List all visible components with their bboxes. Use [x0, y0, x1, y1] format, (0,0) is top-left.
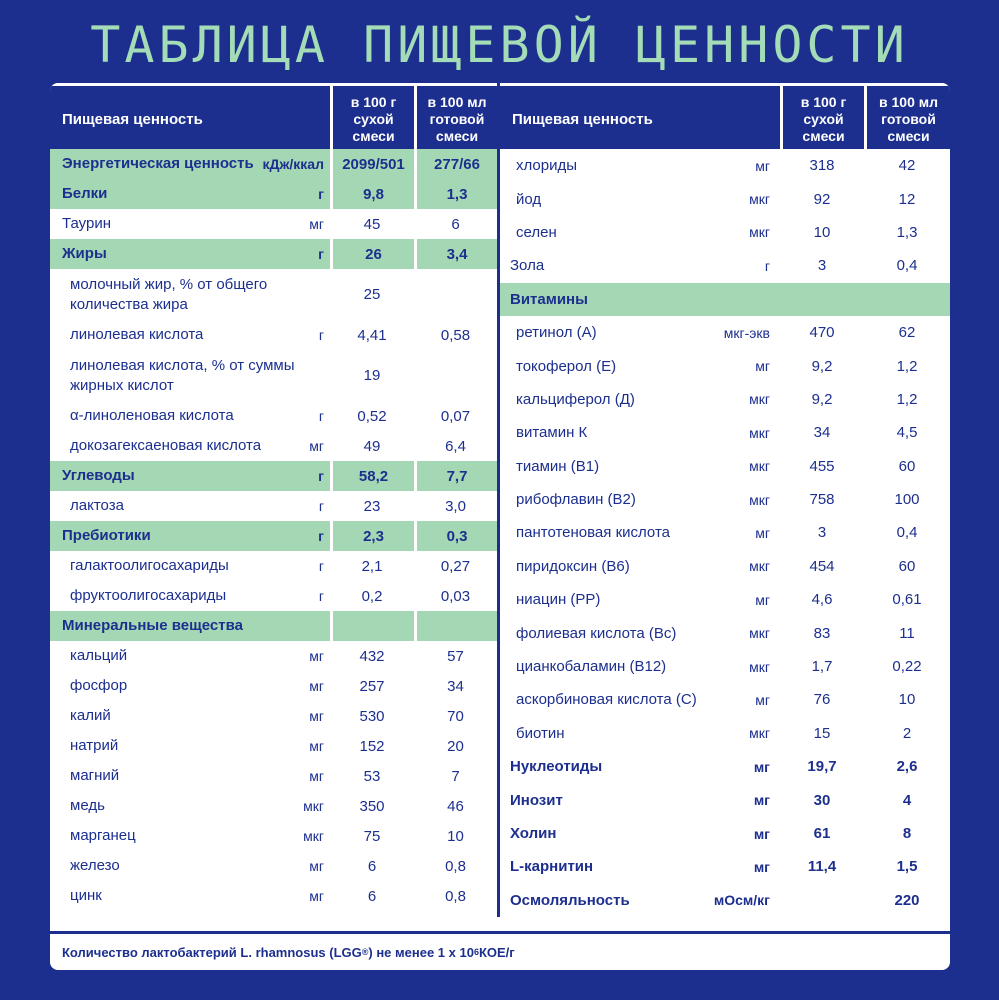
header-col-ready-line1: в 100 мл [427, 93, 487, 110]
row-value-ready: 3,4 [414, 239, 497, 269]
row-value-ready: 100 [894, 491, 920, 509]
row-value-ready: 42 [898, 157, 916, 175]
row-unit: мкг [749, 224, 770, 241]
table-row [500, 650, 950, 683]
row-name: Энергетическая ценность [62, 155, 254, 172]
row-unit: кДж/ккал [262, 156, 324, 172]
row-name: цинк [70, 887, 102, 904]
row-value-dry: 19 [363, 367, 381, 384]
row-value-dry: 10 [813, 223, 831, 241]
header-col-dry-line1: в 100 г [350, 93, 397, 110]
row-value-ready: 2,6 [896, 758, 918, 776]
row-value-ready: 1,2 [896, 390, 918, 408]
row-value-dry: 15 [813, 724, 831, 742]
row-name: Инозит [510, 791, 563, 809]
row-name: фолиевая кислота (Вс) [516, 624, 677, 642]
table-row [50, 671, 497, 701]
footer-reg-mark: ® [361, 947, 369, 957]
row-unit: г [318, 588, 324, 604]
row-value-ready: 1,3 [414, 179, 497, 209]
header-col-dry-right-line1: в 100 г [800, 93, 847, 110]
table-row [500, 683, 950, 716]
row-value-ready [864, 283, 950, 316]
row-unit: мг [309, 648, 324, 664]
row-value-ready: 20 [447, 737, 464, 755]
row-name: линолевая кислота, % от суммы жирных кислот [70, 356, 295, 394]
row-unit: г [318, 186, 324, 202]
row-value-dry: 75 [363, 827, 381, 845]
row-value-dry: 9,2 [811, 357, 833, 375]
row-value-ready: 1,5 [896, 858, 918, 876]
row-value-ready: 0,8 [445, 857, 466, 875]
row-unit: мг [753, 825, 770, 842]
table-row [50, 851, 497, 881]
row-name: рибофлавин (В2) [516, 491, 636, 509]
row-value-dry: 26 [330, 239, 414, 269]
row-value-dry: 30 [813, 791, 831, 809]
row-value-dry: 455 [809, 457, 835, 475]
table-row [50, 350, 497, 401]
row-unit: мг [753, 792, 770, 809]
footer-exponent: 6 [473, 947, 479, 957]
table-row [500, 583, 950, 616]
row-value-dry: 19,7 [807, 758, 837, 776]
row-value-dry: 0,52 [357, 407, 387, 425]
row-name: пиридоксин (В6) [516, 557, 630, 575]
row-value-ready: 6,4 [445, 437, 466, 455]
row-name: калий [70, 707, 111, 724]
row-unit: мг [309, 858, 324, 874]
nutrition-table [50, 83, 950, 970]
row-unit: мг [753, 858, 770, 875]
row-name: Углеводы [62, 467, 135, 484]
row-name: железо [70, 857, 120, 874]
row-unit: мкг [749, 725, 770, 742]
table-row [500, 283, 950, 316]
table-row [50, 209, 497, 239]
row-name: токоферол (Е) [516, 357, 617, 375]
row-unit: мг [755, 591, 770, 608]
row-value-dry: 257 [359, 677, 385, 695]
header-col-dry-line3: смеси [352, 127, 395, 144]
row-name: кальций [70, 647, 128, 664]
row-value-ready: 1,2 [896, 357, 918, 375]
left-rows [50, 149, 497, 911]
row-name: медь [70, 797, 105, 814]
row-name: линолевая кислота [70, 326, 204, 343]
row-value-dry [780, 283, 864, 316]
row-value-dry: 432 [359, 647, 385, 665]
page-title: ТАБЛИЦА ПИЩЕВОЙ ЦЕННОСТИ [90, 16, 909, 74]
row-unit: мг [309, 768, 324, 784]
left-table-header [50, 83, 497, 149]
table-row [500, 850, 950, 883]
row-unit: мкг [749, 625, 770, 642]
row-value-dry: 2099/501 [330, 149, 414, 179]
row-value-dry: 11,4 [807, 858, 837, 876]
header-col-dry-right-line2: сухой [803, 110, 844, 127]
row-value-dry: 53 [363, 767, 381, 785]
row-name: натрий [70, 737, 119, 754]
row-unit: г [318, 408, 324, 424]
right-table-header [500, 83, 950, 149]
row-value-ready [414, 350, 497, 401]
table-row [500, 550, 950, 583]
row-value-ready: 0,4 [896, 524, 918, 542]
table-row [500, 516, 950, 549]
footer-text-mid: ) не менее 1 х 10 [368, 944, 474, 960]
row-name: лактоза [70, 497, 124, 514]
table-row [50, 641, 497, 671]
header-col-ready-line3: смеси [435, 127, 479, 144]
row-value-ready: 3,0 [445, 497, 466, 515]
table-row [500, 216, 950, 249]
row-name: Витамины [510, 290, 588, 308]
row-value-dry: 4,6 [811, 591, 833, 609]
table-row [500, 817, 950, 850]
row-unit: мг [309, 678, 324, 694]
row-value-ready: 0,3 [414, 521, 497, 551]
row-value-dry: 6 [367, 887, 377, 905]
header-name: Пищевая ценность [62, 110, 203, 128]
row-value-ready: 4,5 [896, 424, 918, 442]
row-value-ready: 277/66 [414, 149, 497, 179]
table-row [50, 761, 497, 791]
table-row [500, 349, 950, 382]
table-row [50, 521, 497, 551]
row-name: йод [516, 190, 542, 208]
row-name: Нуклеотиды [510, 758, 603, 776]
table-row [50, 881, 497, 911]
header-col-ready [414, 86, 497, 152]
row-name: биотин [516, 724, 565, 742]
table-row [500, 149, 950, 182]
row-unit: мкг-экв [723, 324, 770, 341]
row-unit: мкг [749, 191, 770, 208]
row-unit: г [318, 498, 324, 514]
row-value-ready: 0,22 [892, 658, 922, 676]
row-name: фосфор [70, 677, 128, 694]
row-name: аскорбиновая кислота (С) [516, 691, 697, 709]
row-value-ready: 11 [899, 624, 915, 642]
row-unit: мг [755, 157, 770, 174]
row-name: селен [516, 223, 557, 241]
row-name: марганец [70, 827, 136, 844]
row-name: кальциферол (Д) [516, 390, 635, 408]
row-unit: г [318, 558, 324, 574]
row-name: молочный жир, % от общего количества жира [70, 275, 268, 313]
header-col-dry-right-line3: смеси [802, 127, 845, 144]
row-unit: г [764, 257, 770, 274]
row-name: галактоолигосахариды [70, 557, 229, 574]
table-row [50, 239, 497, 269]
table-row [50, 731, 497, 761]
row-value-dry [780, 884, 864, 917]
row-unit: г [318, 468, 324, 484]
table-row [50, 461, 497, 491]
row-value-ready [414, 611, 497, 641]
row-name: Пребиотики [62, 527, 151, 544]
table-row [500, 783, 950, 816]
row-value-ready: 6 [451, 215, 460, 233]
row-value-dry: 3 [817, 524, 827, 542]
row-name: α-линоленовая кислота [70, 407, 234, 424]
header-col-ready-right-line2: готовой [881, 110, 936, 127]
table-row [50, 491, 497, 521]
table-row [50, 320, 497, 350]
row-value-dry: 3 [817, 257, 827, 275]
header-col-dry-line2: сухой [353, 110, 394, 127]
row-value-ready: 2 [902, 724, 912, 742]
row-value-dry: 25 [363, 286, 381, 303]
table-row [50, 821, 497, 851]
row-name: ниацин (РР) [516, 591, 601, 609]
row-unit: мг [309, 888, 324, 904]
table-row [50, 611, 497, 641]
row-value-dry: 83 [813, 624, 831, 642]
row-unit: мкг [303, 798, 324, 814]
table-row [500, 616, 950, 649]
table-row [500, 750, 950, 783]
right-rows [500, 149, 950, 917]
row-unit: мкг [749, 658, 770, 675]
row-value-dry: 2,1 [361, 557, 383, 575]
header-col-ready-line2: готовой [429, 110, 485, 127]
row-name: ретинол (А) [516, 324, 597, 342]
row-name: тиамин (В1) [516, 457, 600, 475]
row-value-dry: 58,2 [330, 461, 414, 491]
row-value-dry: 6 [367, 857, 377, 875]
table-row [500, 249, 950, 282]
row-value-dry: 152 [359, 737, 385, 755]
row-value-dry: 45 [363, 215, 381, 233]
row-value-dry: 9,2 [811, 390, 833, 408]
row-value-dry: 350 [359, 797, 385, 815]
row-unit: мг [753, 758, 770, 775]
table-row [50, 791, 497, 821]
row-value-ready: 34 [447, 677, 464, 695]
row-value-dry: 49 [363, 437, 381, 455]
row-unit: мкг [749, 558, 770, 575]
row-value-ready: 10 [898, 691, 916, 709]
table-row [50, 401, 497, 431]
header-name-right: Пищевая ценность [512, 110, 653, 128]
header-col-dry-right [780, 86, 864, 152]
left-table [50, 83, 497, 911]
row-name: фруктоолигосахариды [70, 587, 227, 604]
row-value-dry: 530 [359, 707, 385, 725]
row-value-ready: 0,58 [440, 326, 471, 344]
table-row [500, 884, 950, 917]
row-unit: г [318, 528, 324, 544]
row-name: Осмоляльность [510, 891, 630, 909]
table-row [50, 551, 497, 581]
row-value-dry [330, 611, 414, 641]
row-value-ready: 0,27 [440, 557, 471, 575]
row-value-ready: 0,61 [892, 591, 922, 609]
table-row [500, 316, 950, 349]
row-unit: мг [755, 691, 770, 708]
row-unit: мкг [303, 828, 324, 844]
row-name: Белки [62, 185, 108, 202]
row-name: хлориды [516, 157, 578, 175]
row-value-ready: 7 [451, 767, 460, 785]
footer-note [50, 931, 950, 970]
row-name: Зола [510, 257, 545, 275]
row-unit: г [318, 327, 324, 343]
header-col-dry [330, 86, 414, 152]
table-row [50, 581, 497, 611]
table-row [500, 450, 950, 483]
row-name: докозагексаеновая кислота [70, 437, 262, 454]
row-value-dry: 92 [813, 190, 831, 208]
row-unit: г [318, 246, 324, 262]
row-value-dry: 23 [363, 497, 381, 515]
footer-text-pre: Количество лактобактерий L. rhamnosus (LGG [62, 944, 362, 960]
table-row [50, 179, 497, 209]
row-name: Жиры [62, 245, 107, 262]
row-value-ready: 62 [898, 324, 916, 342]
row-value-ready [414, 269, 497, 320]
row-value-ready: 4 [902, 791, 912, 809]
row-value-ready: 0,03 [440, 587, 471, 605]
row-unit: мг [755, 524, 770, 541]
row-name: L-карнитин [510, 858, 594, 876]
row-unit: мкг [749, 458, 770, 475]
table-row [500, 416, 950, 449]
row-value-ready: 8 [902, 825, 912, 842]
table-row [50, 269, 497, 320]
row-value-ready: 7,7 [414, 461, 497, 491]
row-unit: мОсм/кг [713, 892, 770, 909]
row-value-dry: 4,41 [357, 326, 387, 344]
table-row [50, 149, 497, 179]
row-value-dry: 76 [813, 691, 831, 709]
row-value-dry: 61 [813, 825, 831, 842]
row-value-ready: 70 [447, 707, 464, 725]
table-row [50, 701, 497, 731]
row-value-dry: 470 [809, 324, 835, 342]
row-value-ready: 57 [447, 647, 464, 665]
row-value-dry: 454 [809, 557, 835, 575]
row-name: Минеральные вещества [62, 617, 243, 634]
row-unit: мг [309, 738, 324, 754]
row-value-ready: 0,4 [896, 257, 918, 275]
row-name: Таурин [62, 215, 111, 232]
row-value-dry: 34 [813, 424, 831, 442]
row-value-dry: 758 [809, 491, 835, 509]
header-col-ready-right-line3: смеси [887, 127, 930, 144]
footer-text-post: КОЕ/г [478, 944, 515, 960]
row-unit: мг [309, 216, 324, 232]
row-value-ready: 0,8 [445, 887, 466, 905]
row-unit: мкг [749, 491, 770, 508]
row-value-ready: 0,07 [440, 407, 471, 425]
row-value-ready: 60 [898, 557, 916, 575]
row-value-ready: 60 [898, 457, 916, 475]
header-col-ready-right-line1: в 100 мл [879, 93, 938, 110]
row-value-dry: 9,8 [330, 179, 414, 209]
row-value-ready: 1,3 [896, 223, 918, 241]
row-value-ready: 46 [447, 797, 464, 815]
row-value-dry: 0,2 [361, 587, 383, 605]
header-col-ready-right [864, 86, 950, 152]
row-value-dry: 2,3 [330, 521, 414, 551]
row-name: цианкобаламин (В12) [516, 658, 667, 676]
table-row [500, 483, 950, 516]
row-unit: мг [309, 438, 324, 454]
row-name: пантотеновая кислота [516, 524, 670, 542]
row-name: магний [70, 767, 120, 784]
row-value-dry: 1,7 [811, 658, 833, 676]
table-row [50, 431, 497, 461]
table-row [500, 182, 950, 215]
row-value-ready: 10 [447, 827, 464, 845]
row-unit: мг [309, 708, 324, 724]
row-unit: мг [755, 358, 770, 375]
row-value-ready: 12 [898, 190, 916, 208]
row-name: витамин К [516, 424, 588, 442]
row-unit: мкг [749, 424, 770, 441]
row-name: Холин [510, 825, 557, 842]
table-row [500, 717, 950, 750]
right-table [497, 83, 950, 917]
row-value-ready: 220 [894, 891, 920, 909]
table-row [500, 383, 950, 416]
row-value-dry: 318 [809, 157, 835, 175]
row-unit: мкг [749, 391, 770, 408]
